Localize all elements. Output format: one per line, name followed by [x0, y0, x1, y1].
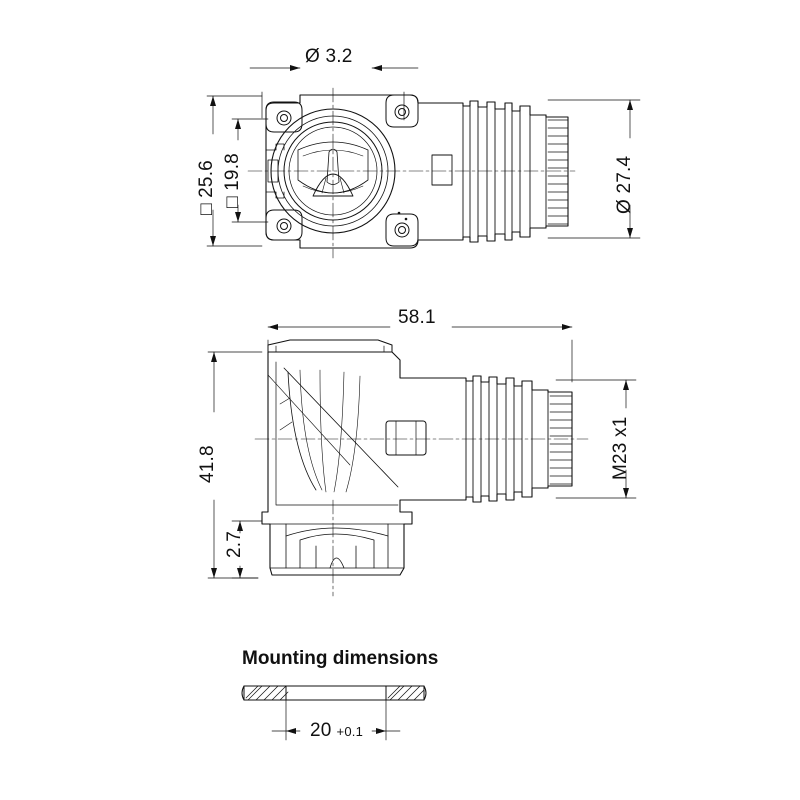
dim-label-flange-thickness: 2.7: [224, 530, 245, 558]
mounting-dimensions-title: Mounting dimensions: [242, 648, 439, 669]
panel-cutout-tolerance: +0.1: [336, 724, 364, 739]
front-view-geometry: [207, 65, 640, 258]
dim-label-overall-length: 58.1: [398, 307, 436, 328]
dim-label-thread-outer-diameter: Ø 27.4: [614, 155, 635, 214]
panel-cutout-value: 20: [310, 720, 332, 741]
dim-label-panel-cutout: [310, 720, 363, 742]
side-view-geometry: [208, 324, 636, 596]
dim-label-hole-diameter: Ø 3.2: [305, 46, 353, 67]
dim-label-flange-square-outer: □ 25.6: [196, 160, 217, 215]
dim-label-thread-spec: M23 x1: [610, 416, 631, 480]
dim-label-overall-height: 41.8: [197, 445, 218, 483]
dim-label-flange-square-inner: □ 19.8: [222, 153, 243, 208]
